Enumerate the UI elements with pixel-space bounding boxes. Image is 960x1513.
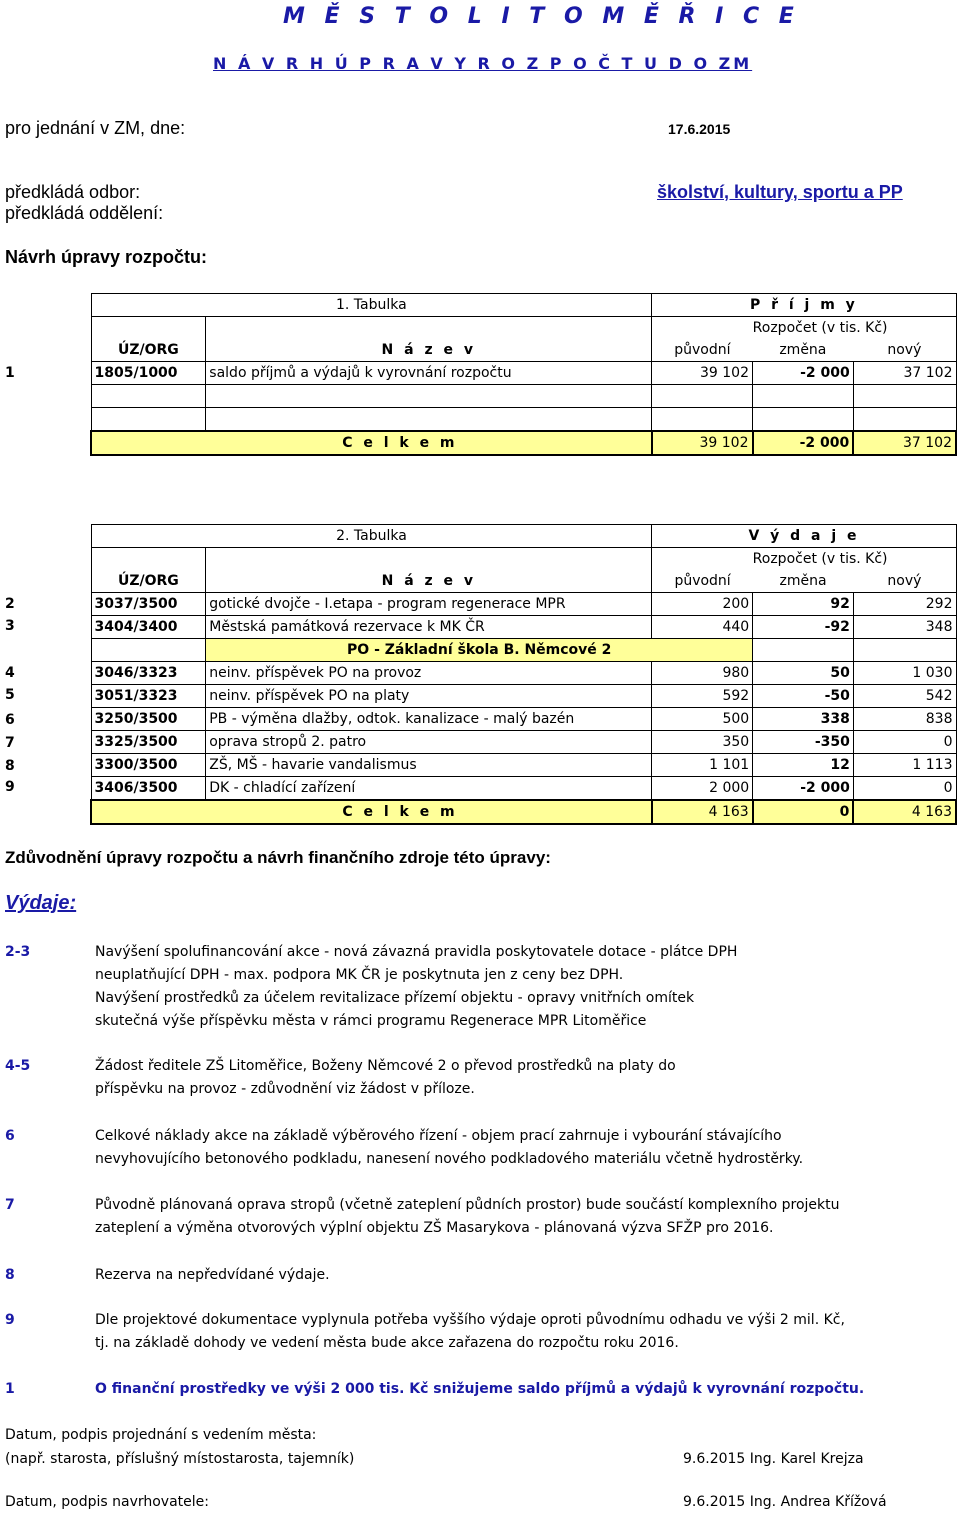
note-number: 2-3 xyxy=(5,944,31,960)
note-line: Žádost ředitele ZŠ Litoměřice, Boženy Němcové 2 o převod prostředků na platy do xyxy=(95,1058,676,1074)
table-row xyxy=(91,708,956,731)
row-number: 8 xyxy=(5,758,15,774)
row-name: saldo příjmů a výdajů k vyrovnání rozpočtu xyxy=(206,362,652,385)
table-row xyxy=(91,362,956,385)
row-number: 7 xyxy=(5,735,15,751)
row-code: 3046/3323 xyxy=(91,662,206,685)
table-name: 1. Tabulka xyxy=(91,294,652,317)
row-new: 0 xyxy=(853,777,956,801)
note-text xyxy=(95,1378,864,1401)
row-code: 3406/3500 xyxy=(91,777,206,801)
row-code: 3037/3500 xyxy=(91,593,206,616)
row-orig: 1 101 xyxy=(652,754,753,777)
city-title: M Ě S T O L I T O M Ě Ř I C E xyxy=(283,4,800,29)
note-text xyxy=(95,941,737,1033)
row-orig: 440 xyxy=(652,616,753,639)
note-number: 4-5 xyxy=(5,1058,31,1074)
table-row xyxy=(91,777,956,801)
justification-title: Zdůvodnění úpravy rozpočtu a návrh finančního zdroje této úpravy: xyxy=(5,848,551,867)
row-code: 3250/3500 xyxy=(91,708,206,731)
total-change: -2 000 xyxy=(753,431,854,455)
row-change: 92 xyxy=(753,593,854,616)
row-number: 3 xyxy=(5,618,15,634)
note-line: neuplatňující DPH - max. podpora MK ČR je poskytnuta jen z ceny bez DPH. xyxy=(95,967,624,983)
row-number: 2 xyxy=(5,596,15,612)
note-line: Celkové náklady akce na základě výběrového řízení - objem prací zahrnuje i vybourání stávajícího xyxy=(95,1128,782,1144)
note-line: skutečná výše příspěvku města v rámci programu Regenerace MPR Litoměřice xyxy=(95,1013,647,1029)
approval-signature: 9.6.2015 Ing. Karel Krejza xyxy=(683,1451,864,1467)
expenses-heading: Výdaje: xyxy=(5,892,77,914)
row-code: 3051/3323 xyxy=(91,685,206,708)
row-name: neinv. příspěvek PO na provoz xyxy=(206,662,652,685)
po-label: PO - Základní škola B. Němcové 2 xyxy=(206,639,753,662)
row-change: 12 xyxy=(753,754,854,777)
row-name: DK - chladící zařízení xyxy=(206,777,652,801)
table-row xyxy=(91,616,956,639)
row-new: 292 xyxy=(853,593,956,616)
note-text xyxy=(95,1055,676,1101)
section-label: předkládá oddělení: xyxy=(5,203,164,223)
row-new: 1 030 xyxy=(853,662,956,685)
row-new: 838 xyxy=(853,708,956,731)
row-orig: 39 102 xyxy=(652,362,753,385)
table-row xyxy=(91,685,956,708)
proposer-signature: 9.6.2015 Ing. Andrea Křížová xyxy=(683,1494,887,1510)
row-number: 9 xyxy=(5,779,15,795)
approval-note: (např. starosta, příslušný místostarosta, tajemník) xyxy=(5,1451,355,1467)
total-change: 0 xyxy=(753,800,854,824)
table-kind: P ř í j m y xyxy=(652,294,956,317)
col-new: nový xyxy=(853,339,956,362)
table-kind: V ý d a j e xyxy=(652,525,956,548)
row-number: 6 xyxy=(5,712,15,728)
col-name: N á z e v xyxy=(206,339,652,362)
row-name: oprava stropů 2. patro xyxy=(206,731,652,754)
col-orig: původní xyxy=(652,339,753,362)
note-text xyxy=(95,1125,803,1171)
col-code: ÚZ/ORG xyxy=(91,339,206,362)
note-number: 1 xyxy=(5,1381,15,1397)
row-new: 348 xyxy=(853,616,956,639)
proposal-label: Návrh úpravy rozpočtu: xyxy=(5,247,208,267)
note-number: 9 xyxy=(5,1312,15,1328)
col-name: N á z e v xyxy=(206,570,652,593)
note-line: zateplení a výměna otvorových výplní objektu ZŠ Masarykova - plánovaná výzva SFŽP pro 2016. xyxy=(95,1220,774,1236)
row-change: -2 000 xyxy=(753,362,854,385)
row-number: 4 xyxy=(5,665,15,681)
row-change: -92 xyxy=(753,616,854,639)
row-new: 1 113 xyxy=(853,754,956,777)
note-line: Rezerva na nepředvídané výdaje. xyxy=(95,1267,330,1283)
col-change: změna xyxy=(753,570,854,593)
note-line: tj. na základě dohody ve vedení města bude akce zařazena do rozpočtu roku 2016. xyxy=(95,1335,679,1351)
row-change: 50 xyxy=(753,662,854,685)
col-change: změna xyxy=(753,339,854,362)
total-orig: 39 102 xyxy=(652,431,753,455)
row-name: PB - výměna dlažby, odtok. kanalizace - malý bazén xyxy=(206,708,652,731)
row-code: 3325/3500 xyxy=(91,731,206,754)
note-number: 6 xyxy=(5,1128,15,1144)
total-label: C e l k e m xyxy=(91,431,652,455)
col-orig: původní xyxy=(652,570,753,593)
note-text xyxy=(95,1194,839,1240)
total-new: 37 102 xyxy=(853,431,956,455)
row-code: 3300/3500 xyxy=(91,754,206,777)
meeting-date: 17.6.2015 xyxy=(668,121,731,137)
row-new: 37 102 xyxy=(853,362,956,385)
proposer-label: Datum, podpis navrhovatele: xyxy=(5,1494,209,1510)
total-new: 4 163 xyxy=(853,800,956,824)
row-orig: 592 xyxy=(652,685,753,708)
note-line: nevyhovujícího betonového podkladu, nanesení nového podkladového materiálu včetně hydrostěrky. xyxy=(95,1151,804,1167)
total-orig: 4 163 xyxy=(652,800,753,824)
meeting-label: pro jednání v ZM, dne: xyxy=(5,118,186,138)
row-orig: 200 xyxy=(652,593,753,616)
row-code: 3404/3400 xyxy=(91,616,206,639)
row-change: -350 xyxy=(753,731,854,754)
total-label: C e l k e m xyxy=(91,800,652,824)
note-line: O finanční prostředky ve výši 2 000 tis. Kč snižujeme saldo příjmů a výdajů k vyrovnání rozpočtu. xyxy=(95,1381,865,1397)
approval-label: Datum, podpis projednání s vedením města: xyxy=(5,1427,317,1443)
revenue-table xyxy=(90,293,957,456)
budget-label: Rozpočet (v tis. Kč) xyxy=(652,548,956,571)
table-row xyxy=(91,754,956,777)
row-name: Městská památková rezervace k MK ČR xyxy=(206,616,652,639)
row-orig: 980 xyxy=(652,662,753,685)
row-orig: 2 000 xyxy=(652,777,753,801)
row-number: 1 xyxy=(5,365,15,381)
expense-table xyxy=(90,524,957,825)
note-line: příspěvku na provoz - zdůvodnění viz žádost v příloze. xyxy=(95,1081,475,1097)
row-name: gotické dvojče - I.etapa - program regenerace MPR xyxy=(206,593,652,616)
note-line: Původně plánovaná oprava stropů (včetně zateplení půdních prostor) bude součástí komplexního projektu xyxy=(95,1197,840,1213)
table-name: 2. Tabulka xyxy=(91,525,652,548)
row-new: 542 xyxy=(853,685,956,708)
note-number: 7 xyxy=(5,1197,15,1213)
row-orig: 500 xyxy=(652,708,753,731)
col-new: nový xyxy=(853,570,956,593)
row-orig: 350 xyxy=(652,731,753,754)
budget-label: Rozpočet (v tis. Kč) xyxy=(652,317,956,340)
note-number: 8 xyxy=(5,1267,15,1283)
row-name: ZŠ, MŠ - havarie vandalismus xyxy=(206,754,652,777)
row-number: 5 xyxy=(5,687,15,703)
row-name: neinv. příspěvek PO na platy xyxy=(206,685,652,708)
row-change: 338 xyxy=(753,708,854,731)
table-row xyxy=(91,593,956,616)
row-change: -50 xyxy=(753,685,854,708)
dept-value: školství, kultury, sportu a PP xyxy=(657,182,903,202)
row-change: -2 000 xyxy=(753,777,854,801)
dept-label: předkládá odbor: xyxy=(5,182,141,202)
document-subtitle: N Á V R H Ú P R A V Y R O Z P O Č T U D O ZM xyxy=(213,54,753,73)
note-text xyxy=(95,1309,845,1355)
row-code: 1805/1000 xyxy=(91,362,206,385)
table-row xyxy=(91,731,956,754)
note-text xyxy=(95,1264,330,1287)
note-line: Navýšení spolufinancování akce - nová závazná pravidla poskytovatele dotace - plátce DPH xyxy=(95,944,738,960)
col-code: ÚZ/ORG xyxy=(91,570,206,593)
note-line: Dle projektové dokumentace vyplynula potřeba vyššího výdaje oproti původnímu odhadu ve výši 2 mil. Kč, xyxy=(95,1312,845,1328)
row-new: 0 xyxy=(853,731,956,754)
note-line: Navýšení prostředků za účelem revitalizace přízemí objektu - opravy vnitřních omítek xyxy=(95,990,695,1006)
table-row xyxy=(91,662,956,685)
